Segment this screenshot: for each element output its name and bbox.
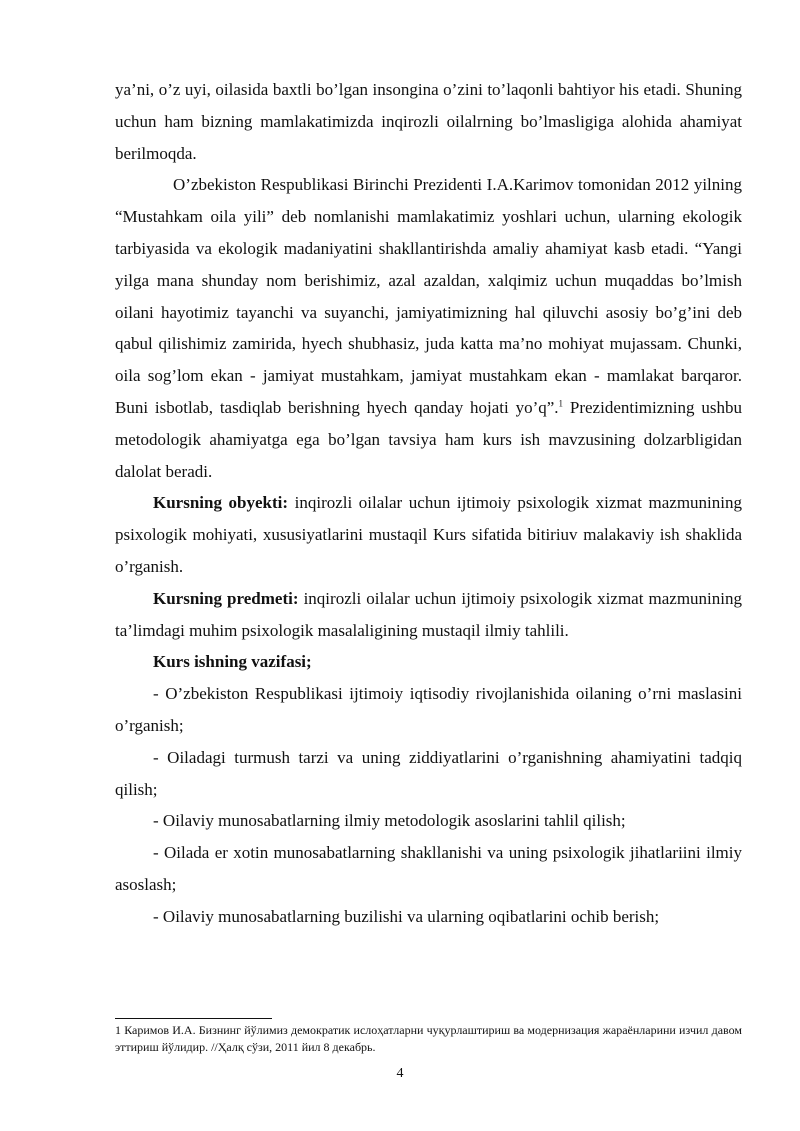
task-item: - Oiladagi turmush tarzi va uning ziddiyatlarini o’rganishning ahamiyatini tadqiq qilish; bbox=[115, 747, 742, 799]
paragraph-intro: ya’ni, o’z uyi, oilasida baxtli bo’lgan insongina o’zini to’laqonli bahtiyor his etadi. Shuning uchun ham bizning mamlakatimizda inqirozli oilalrning bo’lmasligiga alohida ahamiyat berilmoqda. bbox=[115, 80, 742, 163]
task-item: - Oilaviy munosabatlarning ilmiy metodologik asoslarini tahlil qilish; bbox=[153, 811, 626, 831]
subject-text: inqirozli oilalar uchun ijtimoiy psixologik xizmat mazmunining ta’limdagi muhim psixologik masalaligining mustaqil ilmiy tahlili. bbox=[115, 588, 742, 640]
tasks-heading: Kurs ishning vazifasi; bbox=[153, 652, 312, 672]
footnote-reference: 1 bbox=[558, 398, 564, 409]
page-number: 4 bbox=[396, 1066, 404, 1081]
task-item: - O’zbekiston Respublikasi ijtimoiy iqtisodiy rivojlanishida oilaning o’rni maslasini o’rganish; bbox=[115, 684, 742, 735]
main-text bbox=[115, 74, 742, 933]
subject-label: Kursning predmeti: bbox=[153, 588, 299, 608]
footnote-divider bbox=[115, 1018, 272, 1019]
paragraph-object bbox=[115, 487, 742, 582]
paragraph-karimov-text: O’zbekiston Respublikasi Birinchi Prezidenti I.A.Karimov tomonidan 2012 yilning “Mustahkam oila yili” deb nomlanishi mamlakatimiz yoshlari uchun, ularning ekologik tarbiyasida va ekologik madaniyatini shakllantirishda amaliy ahamiyat kasb etadi. “Yangi yilga mana shunday nom berishimiz, azal azaldan, xalqimiz uchun muqaddas bo’lmish oilani hayotimiz tayanchi va suyanchi, jamiyatimizning hal qiluvchi asosiy bo’g’ini deb qabul qilishimiz zamirida, hyech shubhasiz, juda katta ma’no mohiyat mujassam. Chunki, oila sog’lom ekan - jamiyat mustahkam, jamiyat mustahkam ekan - mamlakat barqaror. Buni isbotlab, tasdiqlab berishning hyech qanday hojati yo’q”. bbox=[115, 175, 742, 417]
footnote: 1 Каримов И.А. Бизнинг йўлимиз демократик ислоҳатларни чуқурлаштириш ва модернизация жараёнларини изчил давом эттириш йўлидир. //Ҳалқ сўзи, 2011 йил 8 декабрь. bbox=[115, 1023, 742, 1054]
object-text: inqirozli oilalar uchun ijtimoiy psixologik xizmat mazmunining psixologik mohiyati, xususiyatlarini mustaqil Kurs sifatida bitiriuv malakaviy ish shaklida o’rganish. bbox=[115, 493, 742, 576]
task-item: - Oilada er xotin munosabatlarning shakllanishi va uning psixologik jihatlariini ilmiy asoslash; bbox=[115, 843, 742, 894]
paragraph-karimov-tail: Prezidentimizning ushbu metodologik ahamiyatga ega bo’lgan tavsiya ham kurs ish mavzusining dolzarbligidan dalolat beradi. bbox=[115, 397, 742, 481]
task-item: - Oilaviy munosabatlarning buzilishi va ularning oqibatlarini ochib berish; bbox=[153, 906, 660, 926]
paragraph-subject bbox=[115, 583, 742, 647]
paragraph-karimov bbox=[115, 169, 742, 487]
object-label: Kursning obyekti: bbox=[153, 493, 289, 513]
